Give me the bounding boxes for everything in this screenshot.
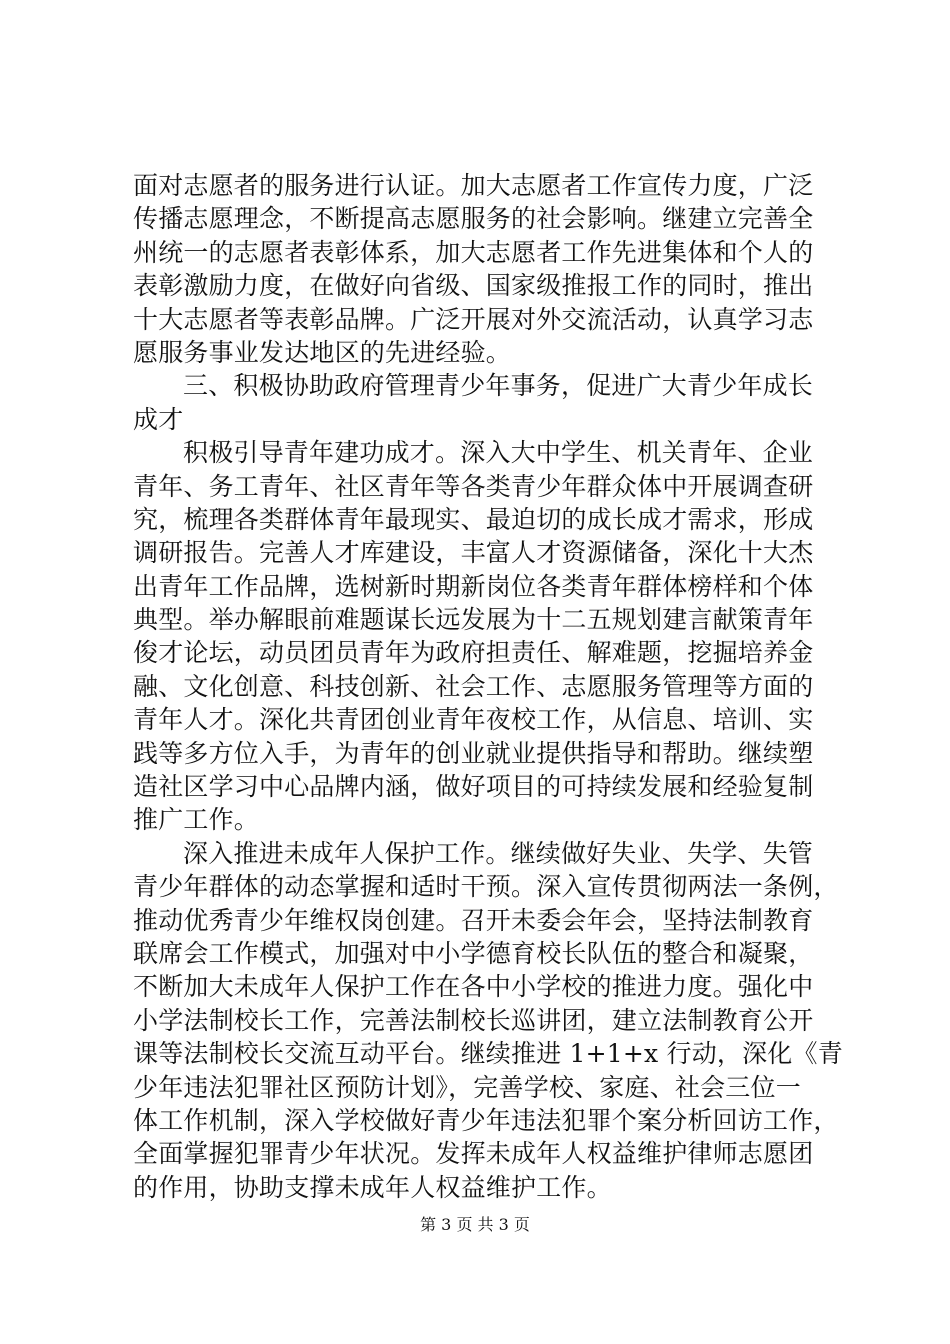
text-line: 传播志愿理念，不断提高志愿服务的社会影响。继建立完善全: [133, 204, 814, 234]
text-line: 究，梳理各类群体青年最现实、最迫切的成长成才需求，形成: [133, 504, 814, 534]
heading-line: 成才: [133, 404, 184, 434]
section-heading: [133, 369, 833, 436]
text-line: 少年违法犯罪社区预防计划》，完善学校、家庭、社会三位一: [133, 1072, 801, 1102]
paragraph-3: [133, 837, 843, 1204]
text-line: 融、文化创意、科技创新、社会工作、志愿服务管理等方面的: [133, 671, 814, 701]
text-line: 州统一的志愿者表彰体系，加大志愿者工作先进集体和个人的: [133, 237, 814, 267]
text-line: 践等多方位入手，为青年的创业就业提供指导和帮助。继续塑: [133, 738, 814, 768]
text-line: 面对志愿者的服务进行认证。加大志愿者工作宣传力度，广泛: [133, 171, 814, 200]
text-line: 青年、务工青年、社区青年等各类青少年群众体中开展调查研: [133, 471, 814, 501]
text-line: 深入推进未成年人保护工作。继续做好失业、失学、失管: [183, 838, 814, 868]
text-line: 全面掌握犯罪青少年状况。发挥未成年人权益维护律师志愿团: [133, 1139, 814, 1169]
document-body: [133, 169, 843, 1204]
text-line: 小学法制校长工作，完善法制校长巡讲团，建立法制教育公开: [133, 1005, 814, 1035]
text-line: 造社区学习中心品牌内涵，做好项目的可持续发展和经验复制: [133, 772, 814, 802]
page-number-footer: 第 3 页 共 3 页: [420, 1215, 530, 1234]
text-line: 联席会工作模式，加强对中小学德育校长队伍的整合和凝聚，: [133, 938, 814, 968]
text-line: 青少年群体的动态掌握和适时干预。深入宣传贯彻两法一条例，: [133, 872, 839, 902]
text-line: 俊才论坛，动员团员青年为政府担责任、解难题，挖掘培养金: [133, 638, 814, 668]
text-line: 积极引导青年建功成才。深入大中学生、机关青年、企业: [183, 438, 814, 468]
text-line: 体工作机制，深入学校做好青少年违法犯罪个案分析回访工作，: [133, 1105, 839, 1135]
text-line: 调研报告。完善人才库建设，丰富人才资源储备，深化十大杰: [133, 538, 814, 568]
text-line: 推广工作。: [133, 805, 260, 835]
text-line: 不断加大未成年人保护工作在各中小学校的推进力度。强化中: [133, 972, 814, 1002]
paragraph-2: [133, 436, 833, 837]
text-line: 十大志愿者等表彰品牌。广泛开展对外交流活动，认真学习志: [133, 304, 814, 334]
heading-line: 三、积极协助政府管理青少年事务，促进广大青少年成长: [183, 371, 814, 401]
text-line: 青年人才。深化共青团创业青年夜校工作，从信息、培训、实: [133, 705, 814, 735]
text-line: 出青年工作品牌，选树新时期新岗位各类青年群体榜样和个体: [133, 571, 814, 601]
text-line: 典型。举办解眼前难题谋长远发展为十二五规划建言献策青年: [133, 605, 814, 635]
text-line: 推动优秀青少年维权岗创建。召开未委会年会，坚持法制教育: [133, 905, 814, 935]
paragraph-1: [133, 169, 833, 369]
text-line: 课等法制校长交流互动平台。继续推进 1+1+x 行动，深化《青: [133, 1039, 843, 1069]
text-line: 的作用，协助支撑未成年人权益维护工作。: [133, 1172, 612, 1202]
text-line: 表彰激励力度，在做好向省级、国家级推报工作的同时，推出: [133, 271, 814, 301]
text-line: 愿服务事业发达地区的先进经验。: [133, 337, 512, 367]
